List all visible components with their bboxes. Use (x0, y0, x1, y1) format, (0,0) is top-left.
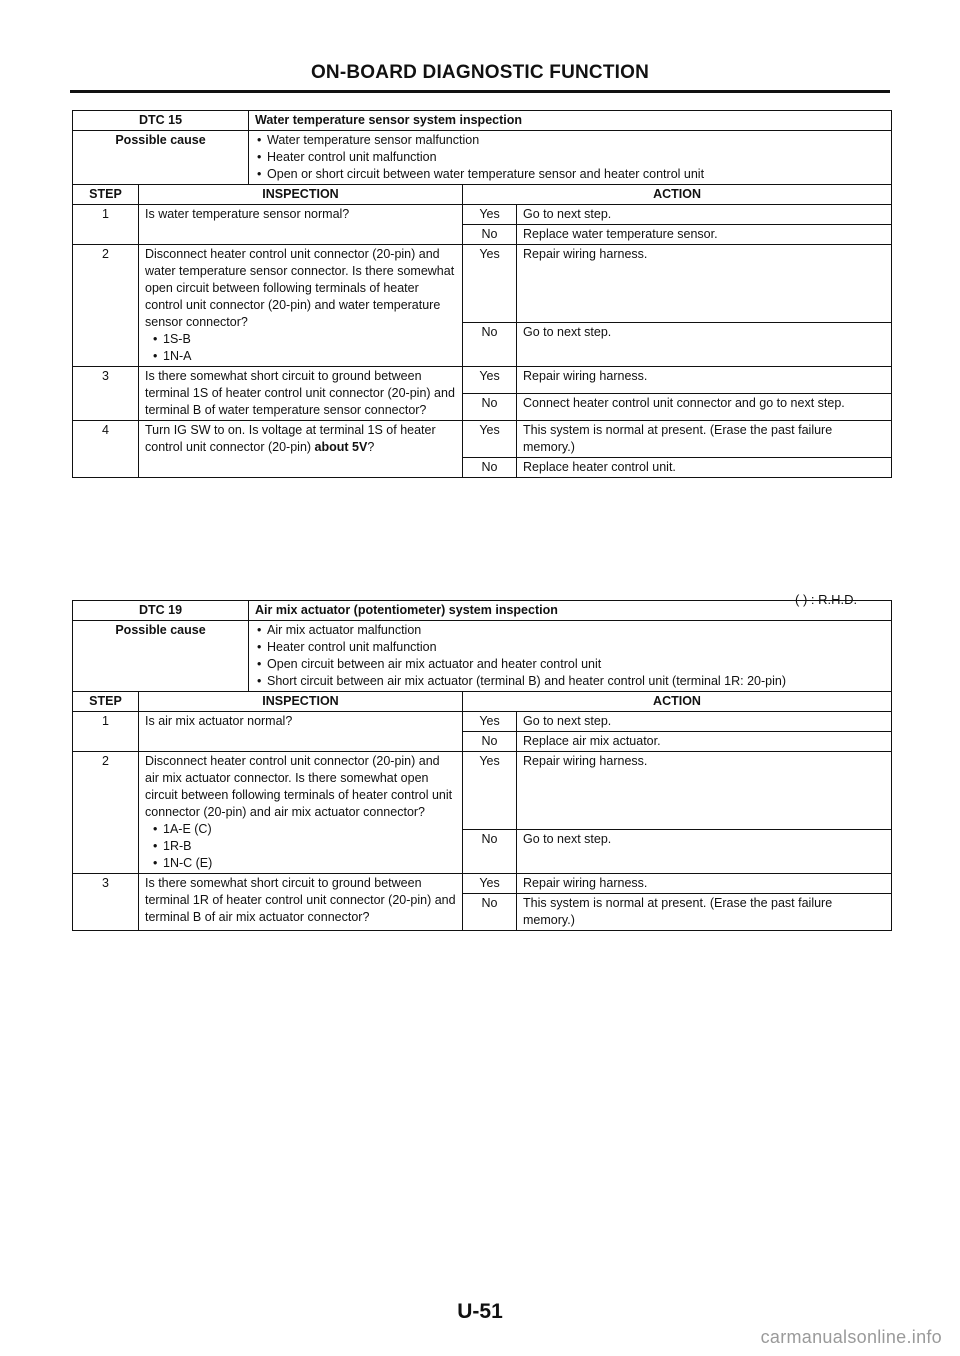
step-number: 1 (73, 712, 139, 752)
yes-action: Repair wiring harness. (517, 245, 892, 323)
dtc19-title: Air mix actuator (potentiometer) system inspection (249, 601, 892, 621)
step-inspection-text: Disconnect heater control unit connector (20-pin) and air mix actuator connector. Is there somewhat open circuit between following terminals of heater control unit connector (20-pin) and air mix actuator connector? (145, 754, 453, 819)
action-header: ACTION (463, 185, 892, 205)
yes-label: Yes (463, 245, 517, 323)
yes-label: Yes (463, 205, 517, 225)
dtc15-causes (249, 131, 892, 185)
dtc19-code: DTC 19 (73, 601, 249, 621)
inspection-header: INSPECTION (139, 185, 463, 205)
yes-action: Go to next step. (517, 712, 892, 732)
step-inspection: Is there somewhat short circuit to ground between terminal 1S of heater control unit connector (20-pin) and terminal B of water temperature sensor connector? (139, 367, 463, 421)
no-action: Connect heater control unit connector and go to next step. (517, 394, 892, 421)
cause-item: • Open circuit between air mix actuator and heater control unit (255, 656, 885, 673)
yes-label: Yes (463, 752, 517, 830)
step-number: 3 (73, 367, 139, 421)
no-action: Go to next step. (517, 323, 892, 367)
no-label: No (463, 394, 517, 421)
inspection-header: INSPECTION (139, 692, 463, 712)
dtc15-code: DTC 15 (73, 111, 249, 131)
cause-item: • Open or short circuit between water temperature sensor and heater control unit (255, 166, 885, 183)
dtc15-title: Water temperature sensor system inspection (249, 111, 892, 131)
step-number: 3 (73, 874, 139, 931)
step-number: 4 (73, 421, 139, 478)
yes-label: Yes (463, 421, 517, 458)
action-header: ACTION (463, 692, 892, 712)
question-mark: ? (367, 440, 375, 454)
terminal-pair: • 1S-B (145, 331, 456, 348)
dtc15-possible-cause-label: Possible cause (73, 131, 249, 185)
step-inspection-text: Disconnect heater control unit connector (20-pin) and water temperature sensor connector. Is there somewhat open circuit between following terminals of heater control unit connector (20-pin) and water temperature sensor connector? (145, 247, 455, 329)
no-action: This system is normal at present. (Erase the past failure memory.) (517, 894, 892, 931)
step-inspection: Is water temperature sensor normal? (139, 205, 463, 245)
yes-action: Repair wiring harness. (517, 752, 892, 830)
no-action: Replace air mix actuator. (517, 732, 892, 752)
voltage-value: about 5V (314, 440, 368, 454)
cause-item: • Heater control unit malfunction (255, 639, 885, 656)
no-action: Replace water temperature sensor. (517, 225, 892, 245)
no-action: Replace heater control unit. (517, 458, 892, 478)
cause-item: • Water temperature sensor malfunction (255, 132, 885, 149)
cause-item: • Air mix actuator malfunction (255, 622, 885, 639)
no-label: No (463, 894, 517, 931)
no-label: No (463, 225, 517, 245)
terminal-pair: • 1N-C (E) (145, 855, 456, 872)
step-header: STEP (73, 185, 139, 205)
yes-label: Yes (463, 367, 517, 394)
yes-action: This system is normal at present. (Erase the past failure memory.) (517, 421, 892, 458)
page-title: ON-BOARD DIAGNOSTIC FUNCTION (310, 62, 650, 83)
dtc15-table (72, 110, 892, 478)
dtc19-possible-cause-label: Possible cause (73, 621, 249, 692)
no-label: No (463, 830, 517, 874)
title-rule (70, 90, 890, 93)
step-number: 2 (73, 752, 139, 874)
no-label: No (463, 458, 517, 478)
no-action: Go to next step. (517, 830, 892, 874)
yes-label: Yes (463, 874, 517, 894)
terminal-pair: • 1N-A (145, 348, 456, 365)
page-number: U-51 (457, 1300, 503, 1323)
terminal-pair: • 1A-E (C) (145, 821, 456, 838)
yes-action: Repair wiring harness. (517, 874, 892, 894)
yes-action: Go to next step. (517, 205, 892, 225)
step-inspection (139, 421, 463, 478)
step-inspection-text: Turn IG SW to on. Is voltage at terminal 1S of heater control unit connector (20-pin) (145, 423, 436, 454)
rhd-note: ( ) : R.H.D. (795, 592, 858, 607)
yes-label: Yes (463, 712, 517, 732)
terminal-pair: • 1R-B (145, 838, 456, 855)
step-inspection: Is there somewhat short circuit to ground between terminal 1R of heater control unit connector (20-pin) and terminal B of air mix actuator connector? (139, 874, 463, 931)
cause-item: • Heater control unit malfunction (255, 149, 885, 166)
dtc19-table (72, 600, 892, 931)
no-label: No (463, 732, 517, 752)
dtc19-causes (249, 621, 892, 692)
step-inspection (139, 752, 463, 874)
step-header: STEP (73, 692, 139, 712)
watermark-text: carmanualsonline.info (760, 1327, 942, 1347)
cause-item: • Short circuit between air mix actuator (terminal B) and heater control unit (terminal 1R: 20-pin) (255, 673, 885, 690)
yes-action: Repair wiring harness. (517, 367, 892, 394)
step-number: 1 (73, 205, 139, 245)
step-inspection: Is air mix actuator normal? (139, 712, 463, 752)
no-label: No (463, 323, 517, 367)
step-number: 2 (73, 245, 139, 367)
step-inspection (139, 245, 463, 367)
